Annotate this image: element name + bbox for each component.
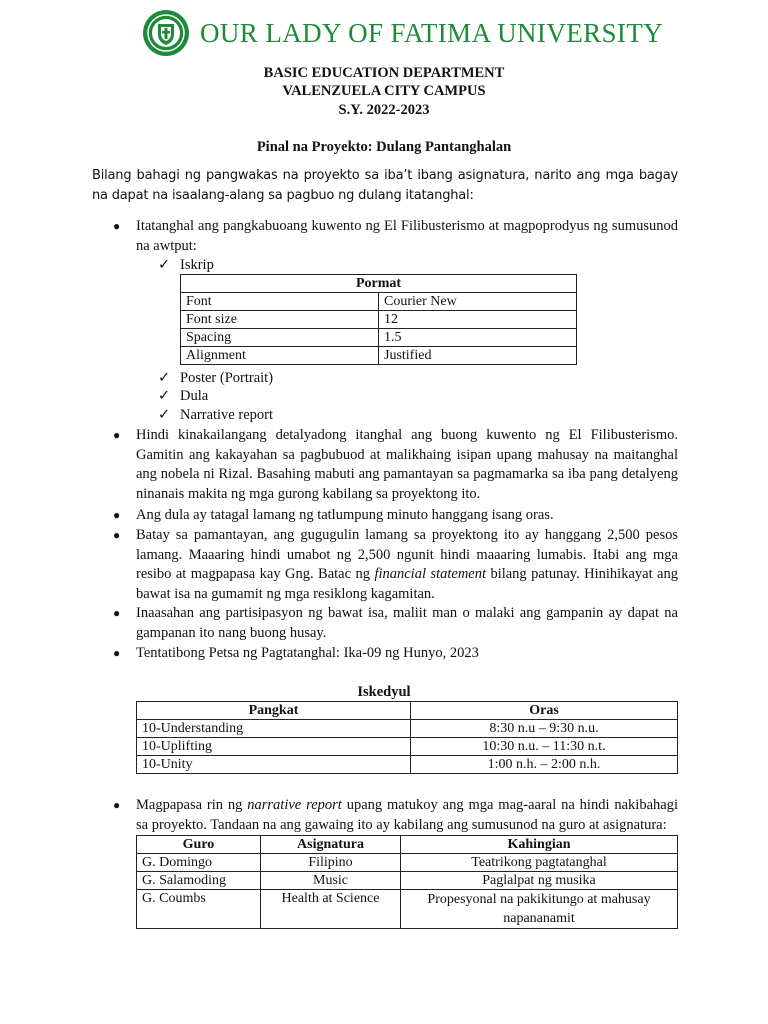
bullet-item (113, 526, 678, 606)
table-cell: Health at Science (261, 890, 401, 929)
bullet-text: Tentatibong Petsa ng Pagtatanghal: Ika-09 ng Hunyo, 2023 (136, 645, 479, 661)
table-header-row (181, 275, 577, 293)
bullet-text-part: Batay sa pamantayan, ang gugugulin lamang sa proyektong ito ay hanggang 2,500 pesos lamang. Maaaring hindi umabot ng 2,500 ngunit hindi maaaring lumabis. Itabi ang mga resibo at magpapasa kay Gng. Batac ng (136, 527, 678, 582)
table-header-row (137, 836, 678, 854)
bullet-text: Itatanghal ang pangkabuoang kuwento ng El Filibusterismo at magpoprodyus ng sumusunod na awtput: (136, 218, 678, 254)
project-title: Pinal na Proyekto: Dulang Pantanghalan (256, 139, 512, 155)
table-cell: 10-Unity (137, 756, 411, 774)
department-heading: BASIC EDUCATION DEPARTMENT (263, 65, 505, 81)
output-label: Narrative report (180, 407, 273, 423)
table-cell: G. Coumbs (137, 890, 261, 929)
bullet-text-emphasis: financial statement (374, 566, 486, 582)
table-row (181, 329, 577, 347)
table-cell: 10-Understanding (137, 720, 411, 738)
bullet-item (113, 604, 678, 644)
table-cell: G. Domingo (137, 854, 261, 872)
output-item (158, 369, 273, 387)
table-header-cell: Pangkat (137, 702, 411, 720)
checkmark-icon: ✓ (158, 257, 171, 273)
campus-heading: VALENZUELA CITY CAMPUS (282, 83, 486, 99)
table-cell: G. Salamoding (137, 872, 261, 890)
output-label: Dula (180, 388, 209, 404)
bullet-text (136, 796, 678, 835)
table-cell: Propesyonal na pakikitungo at mahusay napananamit (401, 890, 678, 929)
checkmark-icon: ✓ (158, 370, 171, 386)
table-row (137, 890, 678, 929)
table-header-cell: Kahingian (401, 836, 678, 854)
bullet-text: Ang dula ay tatagal lamang ng tatlumpung minuto hanggang isang oras. (136, 507, 554, 523)
table-row (137, 738, 678, 756)
bullet-text-part: bilang patunay. Hinihikayat ang bawat isa na gumamit ng mga resiklong kagamitan. (136, 566, 678, 602)
table-header-row (137, 702, 678, 720)
output-item (158, 387, 208, 405)
university-seal-icon (142, 9, 190, 57)
output-label: Poster (Portrait) (180, 370, 274, 386)
bullet-item (113, 796, 678, 836)
table-row (137, 720, 678, 738)
table-cell: Filipino (261, 854, 401, 872)
checkmark-icon: ✓ (158, 388, 171, 404)
table-cell: 12 (379, 311, 577, 329)
table-cell: Alignment (181, 347, 379, 365)
table-row (137, 756, 678, 774)
table-cell: 10:30 n.u. – 11:30 n.t. (411, 738, 678, 756)
format-table (180, 274, 577, 365)
checkmark-icon: ✓ (158, 407, 171, 423)
bullet-text-emphasis: narrative report (247, 797, 342, 813)
bullet-item (113, 426, 678, 506)
format-table-title: Pormat (181, 275, 577, 293)
teachers-table (136, 835, 678, 929)
table-header-cell: Oras (411, 702, 678, 720)
schedule-title: Iskedyul (357, 684, 411, 700)
table-cell: Paglalpat ng musika (401, 872, 678, 890)
bullet-text-part: upang matukoy ang mga mag-aaral na hindi nakibahagi sa proyekto. Tandaan na ang gawaing ito ay kabilang ang sumusunod na guro at asignatura: (136, 797, 678, 833)
school-year-heading: S.Y. 2022-2023 (338, 102, 430, 118)
intro-paragraph: Bilang bahagi ng pangwakas na proyekto sa iba’t ibang asignatura, narito ang mga bagay na dapat na isaalang-alang sa pagbuo ng dulang itatanghal: (92, 168, 678, 203)
bullet-icon: ● (113, 428, 121, 442)
table-cell: Teatrikong pagtatanghal (401, 854, 678, 872)
bullet-item (113, 217, 678, 257)
university-name: OUR LADY OF FATIMA UNIVERSITY (200, 17, 664, 48)
table-row (137, 872, 678, 890)
table-cell: 1:00 n.h. – 2:00 n.h. (411, 756, 678, 774)
bullet-text (136, 526, 678, 604)
bullet-icon: ● (113, 219, 121, 233)
table-row (181, 311, 577, 329)
table-row (137, 854, 678, 872)
table-cell: Font size (181, 311, 379, 329)
schedule-table (136, 701, 678, 774)
bullet-text: Hindi kinakailangang detalyadong itanghal ang buong kuwento ng El Filibusterismo. Gamitin ang kakayahan sa pagbubuod at malikhaing isipan upang mahusay na maitanghal ang nobela ni Rizal. Basahing mabuti ang pamantayan sa pagmamarka sa iba pang detalyeng ninanais makita ng mga gurong kabilang sa proyektong ito. (136, 427, 678, 502)
bullet-icon: ● (113, 646, 121, 660)
output-item (158, 406, 273, 424)
bullet-text-part: Magpapasa rin ng (136, 797, 248, 813)
table-cell: Courier New (379, 293, 577, 311)
table-cell: 1.5 (379, 329, 577, 347)
bullet-icon: ● (113, 508, 121, 522)
table-cell: 8:30 n.u – 9:30 n.u. (411, 720, 678, 738)
table-header-cell: Asignatura (261, 836, 401, 854)
bullet-icon: ● (113, 606, 121, 620)
bullet-item (113, 506, 678, 526)
university-header (142, 8, 663, 58)
table-header-cell: Guro (137, 836, 261, 854)
bullet-icon: ● (113, 528, 121, 542)
output-item (158, 256, 214, 274)
table-cell: 10-Uplifting (137, 738, 411, 756)
table-cell: Font (181, 293, 379, 311)
table-cell: Spacing (181, 329, 379, 347)
table-row (181, 347, 577, 365)
table-cell: Justified (379, 347, 577, 365)
bullet-item (113, 644, 678, 664)
bullet-icon: ● (113, 798, 121, 812)
output-label: Iskrip (180, 257, 214, 273)
table-cell: Music (261, 872, 401, 890)
table-row (181, 293, 577, 311)
bullet-text: Inaasahan ang partisipasyon ng bawat isa, maliit man o malaki ang gampanin ay dapat na gampanan ito nang buong husay. (136, 605, 678, 641)
